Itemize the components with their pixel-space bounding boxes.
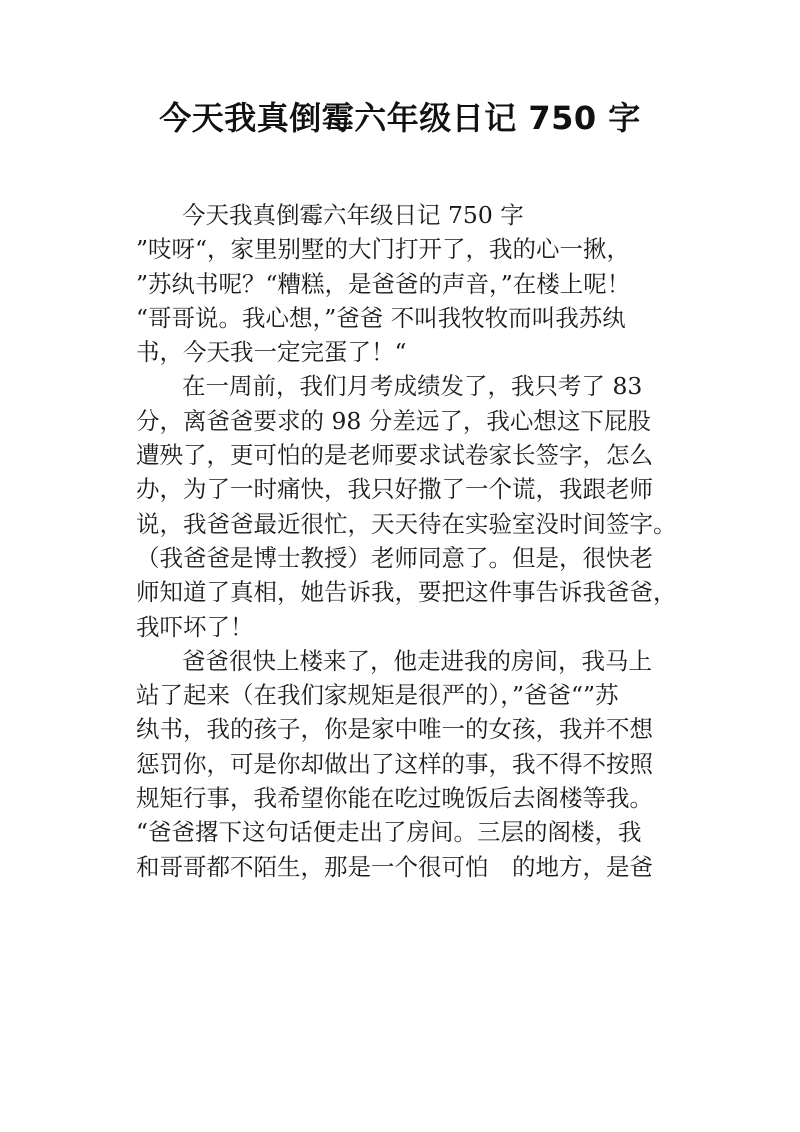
- text-line: 办，为了一时痛快，我只好撒了一个谎，我跟老师: [136, 475, 653, 504]
- text-line: 和哥哥都不陌生，那是一个很可怕 的地方，是爸: [136, 852, 653, 881]
- text-line: 爸爸很快上楼来了，他走进我的房间，我马上: [182, 646, 652, 675]
- text-line: “哥哥说。我心想，”爸爸 不叫我牧牧而叫我苏纨: [136, 303, 626, 332]
- text-line: 站了起来（在我们家规矩是很严的），”爸爸“”苏: [136, 681, 619, 710]
- text-line: “爸爸撂下这句话便走出了房间。三层的阁楼，我: [136, 818, 642, 847]
- text-line: ”吱呀“，家里别墅的大门打开了，我的心一揪，: [136, 235, 631, 264]
- text-line: 在一周前，我们月考成绩发了，我只考了 83: [182, 372, 643, 401]
- text-line: 书，今天我一定完蛋了！“: [136, 338, 407, 367]
- text-line: 纨书，我的孩子，你是家中唯一的女孩，我并不想: [136, 715, 653, 744]
- text-line: ”苏纨书呢？“糟糕，是爸爸的声音，”在楼上呢！: [136, 269, 631, 298]
- text-line: 分，离爸爸要求的 98 分差远了，我心想这下屁股: [136, 406, 651, 435]
- text-line: 惩罚你，可是你却做出了这样的事，我不得不按照: [136, 749, 653, 778]
- text-line: 今天我真倒霉六年级日记 750 字: [182, 201, 524, 229]
- text-line: 说，我爸爸最近很忙，天天待在实验室没时间签字。: [136, 509, 677, 538]
- text-line: 师知道了真相，她告诉我，要把这件事告诉我爸爸，: [136, 578, 677, 607]
- text-line: 我吓坏了！: [136, 612, 254, 641]
- document-body: [136, 198, 676, 884]
- text-line: 规矩行事，我希望你能在吃过晚饭后去阁楼等我。: [136, 784, 653, 813]
- text-line: 遭殃了，更可怕的是老师要求试卷家长签字，怎么: [136, 441, 653, 470]
- document-title: 今天我真倒霉六年级日记 750 字: [159, 99, 641, 137]
- text-line: （我爸爸是博士教授）老师同意了。但是，很快老: [136, 543, 653, 572]
